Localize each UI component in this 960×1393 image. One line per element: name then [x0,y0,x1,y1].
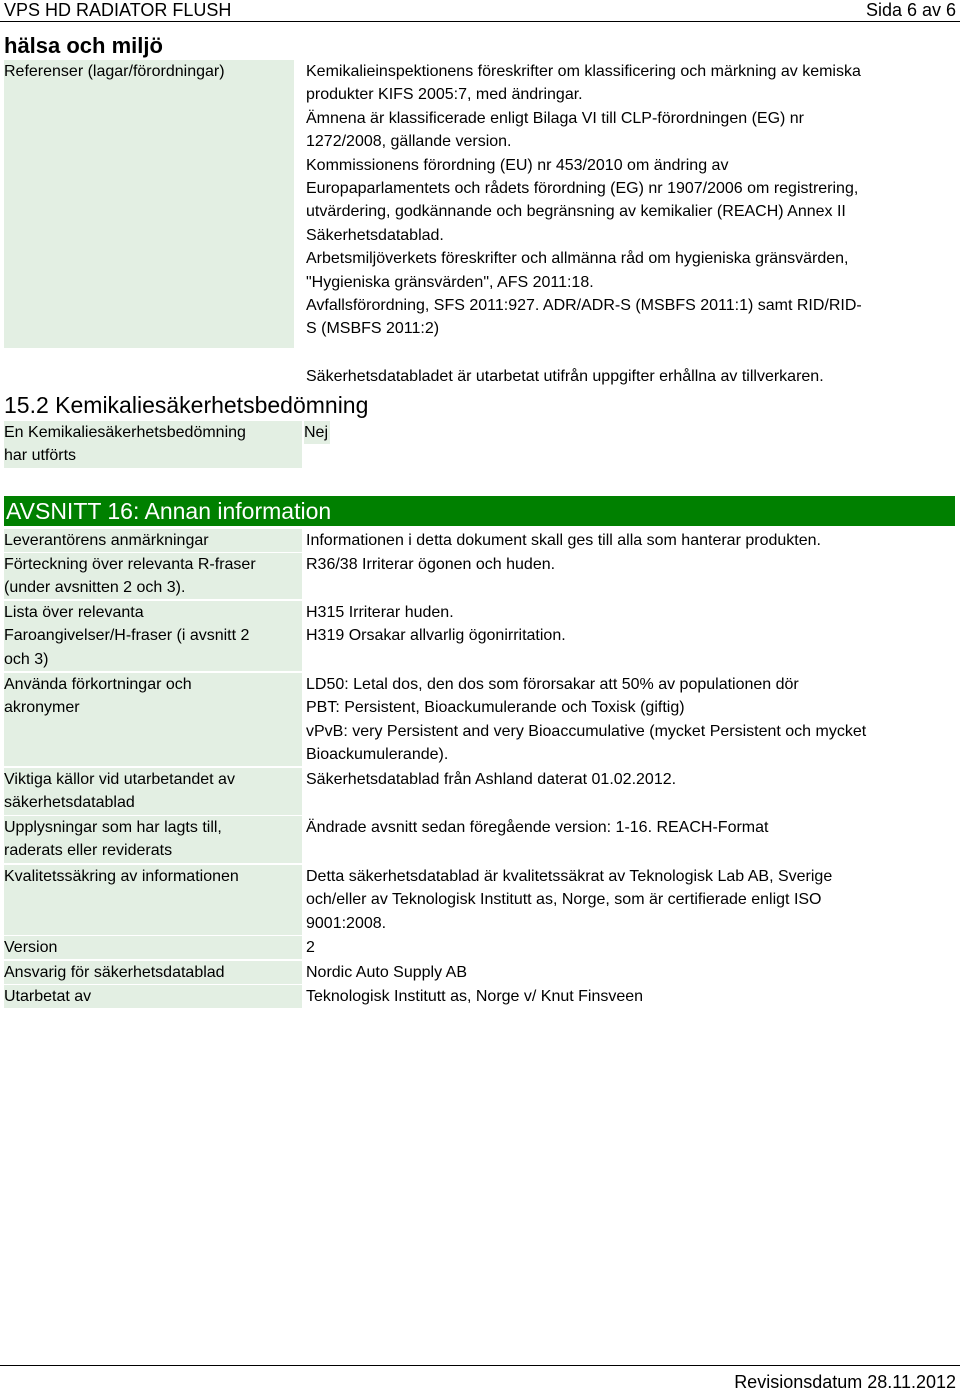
page-number: Sida 6 av 6 [865,0,956,20]
info-row-value [306,985,956,1008]
references-line: utvärdering, godkännande och begränsning av kemikalier (REACH) Annex II [306,203,846,221]
sds-source-note: Säkerhetsdatabladet är utarbetat utifrån uppgifter erhållna av tillverkaren. [306,368,824,385]
info-row-label: raderats eller reviderats [4,842,173,860]
document-title: VPS HD RADIATOR FLUSH [4,0,232,20]
info-row-label: Upplysningar som har lagts till, [4,819,222,836]
info-row-value-line: R36/38 Irriterar ögonen och huden. [306,556,556,573]
references-line: 1272/2008, gällande version. [306,133,512,151]
chemical-safety-label-line: En Kemikaliesäkerhetsbedömning [4,424,246,441]
info-row-label-cell [4,673,302,766]
info-row-label: Faroangivelser/H-fraser (i avsnitt 2 [4,627,250,645]
references-line: Europaparlamentets och rådets förordning (EG) nr 1907/2006 om registrering, [306,180,859,198]
info-row-label-cell [4,816,302,863]
references-line: Kommissionens förordning (EU) nr 453/2010 om ändring av [306,156,729,174]
info-row-value-line: 2 [306,939,315,956]
info-row-label-cell [4,601,302,671]
info-row-label: säkerhetsdatablad [4,794,135,812]
section-16-heading: AVSNITT 16: Annan information [6,498,332,524]
references-line: Kemikalieinspektionens föreskrifter om klassificering och märkning av kemiska [306,63,861,80]
info-row-label: och 3) [4,650,49,668]
info-row-value [306,553,956,576]
info-row-value-line: H315 Irriterar huden. [306,604,454,621]
chemical-safety-value: Nej [304,421,330,444]
info-row-value [306,601,956,648]
references-line: Säkerhetsdatablad. [306,226,444,244]
info-row-label: Utarbetat av [4,988,92,1005]
info-row-value [306,936,956,959]
info-row-value [306,768,956,791]
references-value [306,60,956,341]
footer-divider [0,1365,960,1366]
info-row-label: Förteckning över relevanta R-fraser [4,556,256,573]
info-row-label-cell [4,985,302,1008]
revision-date: Revisionsdatum 28.11.2012 [734,1372,956,1392]
info-row-label-cell [4,865,302,935]
references-line: Ämnena är klassificerade enligt Bilaga VI till CLP-förordningen (EG) nr [306,109,805,127]
info-row-value-line: vPvB: very Persistent and very Bioaccumulative (mycket Persistent och mycket [306,722,867,740]
section-16-heading-band [4,496,955,526]
chemical-safety-label-line: har utförts [4,447,77,465]
info-row-label-cell [4,961,302,984]
info-row-value-line: Teknologisk Institutt as, Norge v/ Knut Finsveen [306,988,644,1005]
references-line: "Hygieniska gränsvärden", AFS 2011:18. [306,273,594,291]
info-row-value-line: 9001:2008. [306,914,387,932]
info-row-label: akronymer [4,699,80,717]
info-row-value-line: Säkerhetsdatablad från Ashland daterat 01.02.2012. [306,771,677,788]
info-row-value [306,529,956,552]
references-line: Arbetsmiljöverkets föreskrifter och allmänna råd om hygieniska gränsvärden, [306,250,849,268]
info-row-value [306,961,956,984]
references-line: Avfallsförordning, SFS 2011:927. ADR/ADR-S (MSBFS 2011:1) samt RID/RID- [306,297,862,315]
info-row-value-line: LD50: Letal dos, den dos som förorsakar att 50% av populationen dör [306,676,799,693]
info-row-label: Lista över relevanta [4,604,144,621]
info-row-value-line: Nordic Auto Supply AB [306,964,467,981]
info-row-value-line: Ändrade avsnitt sedan föregående version: 1-16. REACH-Format [306,819,769,836]
info-row-label: Version [4,939,58,956]
references-label-cell [4,60,294,348]
info-row-label: Ansvarig för säkerhetsdatablad [4,964,225,981]
info-row-label-cell [4,553,302,599]
references-label: Referenser (lagar/förordningar) [4,63,225,80]
info-row-value-line: och/eller av Teknologisk Institutt as, Norge, som är certifierade enligt ISO [306,891,822,909]
info-row-label-cell [4,529,302,552]
info-row-label: Använda förkortningar och [4,676,192,693]
info-row-value-line: PBT: Persistent, Bioackumulerande och Toxisk (giftig) [306,699,685,717]
header-divider [0,21,960,22]
info-row-value-line: Bioackumulerande). [306,746,449,764]
section-heading-health: hälsa och miljö [4,33,163,58]
info-row-label: Viktiga källor vid utarbetandet av [4,771,235,788]
info-row-value [306,816,956,839]
info-row-value-line: Detta säkerhetsdatablad är kvalitetssäkrat av Teknologisk Lab AB, Sverige [306,868,833,885]
info-row-value [306,673,956,767]
info-row-value [306,865,956,935]
section-heading-15-2: 15.2 Kemikaliesäkerhetsbedömning [4,392,369,418]
info-row-label: Kvalitetssäkring av informationen [4,868,239,885]
info-row-value-line: H319 Orsakar allvarlig ögonirritation. [306,627,566,645]
info-row-value-line: Informationen i detta dokument skall ges till alla som hanterar produkten. [306,532,821,549]
info-row-label: Leverantörens anmärkningar [4,532,209,549]
info-row-label: (under avsnitten 2 och 3). [4,579,186,597]
references-line: S (MSBFS 2011:2) [306,320,440,338]
info-row-label-cell [4,768,302,815]
info-row-label-cell [4,936,302,959]
references-line: produkter KIFS 2005:7, med ändringar. [306,86,583,104]
chemical-safety-label-cell [4,421,302,468]
